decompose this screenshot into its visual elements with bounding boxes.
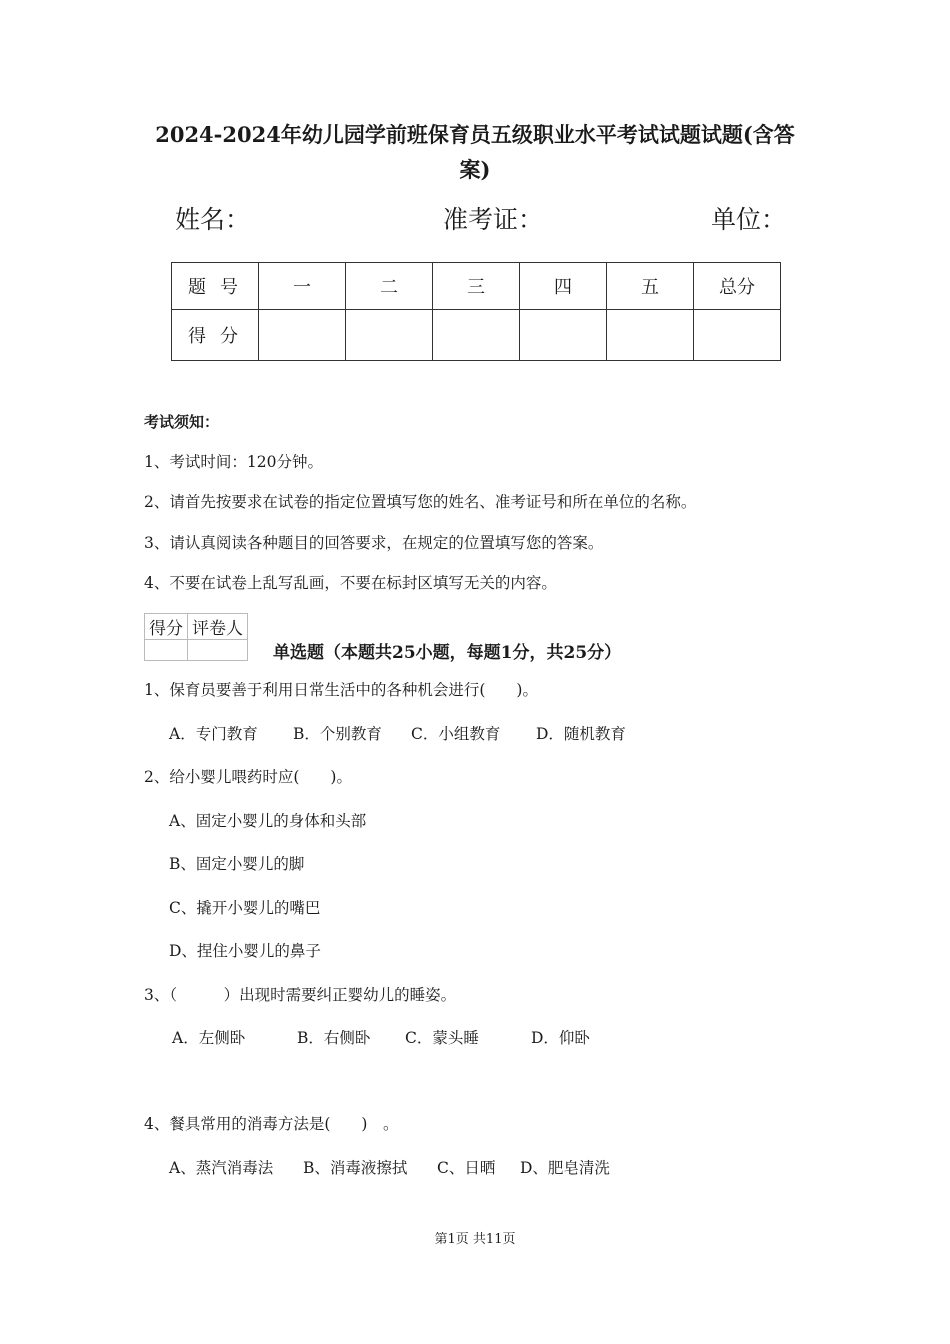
question-option: A．专门教育 (169, 725, 258, 743)
score-table-column-total: 总分 (694, 263, 781, 310)
exam-number-field-label: 准考证： (443, 205, 544, 234)
name-field-label: 姓名： (175, 205, 251, 234)
score-table-column: 一 (259, 263, 346, 310)
question-stem: 3、（ ）出现时需要纠正婴幼儿的睡姿。 (144, 986, 457, 1004)
score-cell (259, 310, 346, 361)
score-cell (607, 310, 694, 361)
score-table-header-row (172, 263, 781, 310)
question-stem: 2、给小婴儿喂药时应( )。 (144, 768, 352, 786)
grader-score-label: 得分 (145, 614, 188, 640)
notice-item: 4、不要在试卷上乱写乱画，不要在标封区填写无关的内容。 (144, 574, 557, 592)
question-option: D、肥皂清洗 (520, 1159, 610, 1177)
question-option: B、固定小婴儿的脚 (169, 855, 305, 873)
question-option: C、日晒 (437, 1159, 496, 1177)
notice-item: 1、考试时间：120分钟。 (144, 453, 323, 471)
grader-box (144, 613, 248, 661)
page-title-line-2: 案) (459, 157, 491, 182)
question-stem: 1、保育员要善于利用日常生活中的各种机会进行( )。 (144, 681, 538, 699)
section-title: 单选题（本题共25小题，每题1分，共25分） (273, 643, 622, 663)
score-table-row-header: 题号 (172, 263, 259, 310)
score-table-row-score-label: 得分 (172, 310, 259, 361)
question-option: B、消毒液擦拭 (303, 1159, 408, 1177)
score-table-column: 四 (520, 263, 607, 310)
score-cell (433, 310, 520, 361)
question-option: A、固定小婴儿的身体和头部 (169, 812, 367, 830)
question-option: C、撬开小婴儿的嘴巴 (169, 899, 321, 917)
candidate-info-fields (175, 200, 795, 240)
page-footer: 第1页 共11页 (434, 1232, 516, 1247)
question-option: D．仰卧 (531, 1029, 590, 1047)
unit-field-label: 单位： (711, 205, 787, 234)
question-option: A．左侧卧 (172, 1029, 246, 1047)
question-option: B．个别教育 (293, 725, 382, 743)
notice-item: 3、请认真阅读各种题目的回答要求，在规定的位置填写您的答案。 (144, 534, 604, 552)
notice-heading: 考试须知： (144, 413, 220, 431)
page-title-line-1: 2024-2024年幼儿园学前班保育员五级职业水平考试试题试题(含答 (155, 122, 795, 147)
question-option: C．蒙头睡 (405, 1029, 479, 1047)
score-table-column: 五 (607, 263, 694, 310)
grader-name-label: 评卷人 (188, 614, 248, 640)
score-cell (346, 310, 433, 361)
score-table-column: 二 (346, 263, 433, 310)
question-option: A、蒸汽消毒法 (169, 1159, 274, 1177)
question-option: B．右侧卧 (297, 1029, 371, 1047)
question-stem: 4、餐具常用的消毒方法是( ) 。 (144, 1115, 399, 1133)
score-cell (520, 310, 607, 361)
score-cell (694, 310, 781, 361)
score-table-column: 三 (433, 263, 520, 310)
score-table-score-row (172, 310, 781, 361)
grader-score-cell (145, 640, 188, 661)
question-option: D．随机教育 (536, 725, 626, 743)
notice-item: 2、请首先按要求在试卷的指定位置填写您的姓名、准考证号和所在单位的名称。 (144, 493, 697, 511)
question-option: D、捏住小婴儿的鼻子 (169, 942, 321, 960)
score-table (171, 262, 781, 361)
grader-name-cell (188, 640, 248, 661)
question-option: C．小组教育 (411, 725, 501, 743)
